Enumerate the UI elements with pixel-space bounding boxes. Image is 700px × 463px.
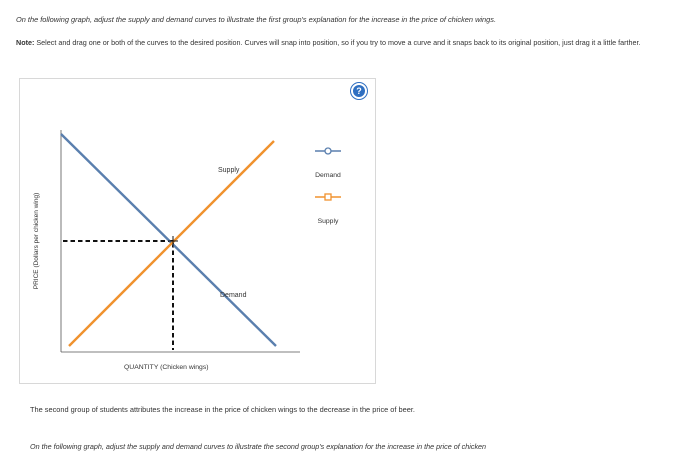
legend-demand[interactable]: [315, 148, 341, 179]
x-axis-label: QUANTITY (Chicken wings): [124, 364, 209, 371]
legend-supply-label: Supply: [317, 218, 339, 225]
second-group-text: The second group of students attributes the increase in the price of chicken wings to the decrease in the price of beer.: [30, 405, 415, 414]
second-instructions-text: On the following graph, adjust the supply and demand curves to illustrate the second group's explanation for the increase in the price of chicken: [30, 442, 487, 451]
circle-marker-icon: [325, 148, 331, 154]
supply-curve-label: Supply: [218, 167, 240, 174]
legend-supply[interactable]: [315, 194, 341, 225]
legend-demand-label: Demand: [315, 172, 341, 179]
demand-curve-label: Demand: [220, 292, 247, 299]
instructions-text: On the following graph, adjust the supply and demand curves to illustrate the first group's explanation for the increase in the price of chicken wings.: [16, 15, 497, 24]
square-marker-icon: [325, 194, 331, 200]
question-mark-icon: ?: [353, 85, 365, 97]
note-label: Note:: [16, 38, 35, 47]
note-body: Select and drag one or both of the curves to the desired position. Curves will snap into position, so if you try to move a curve and it snaps back to its original position, just drag it a little farther.: [34, 38, 641, 47]
y-axis-label: PRICE (Dollars per chicken wing): [33, 192, 40, 290]
